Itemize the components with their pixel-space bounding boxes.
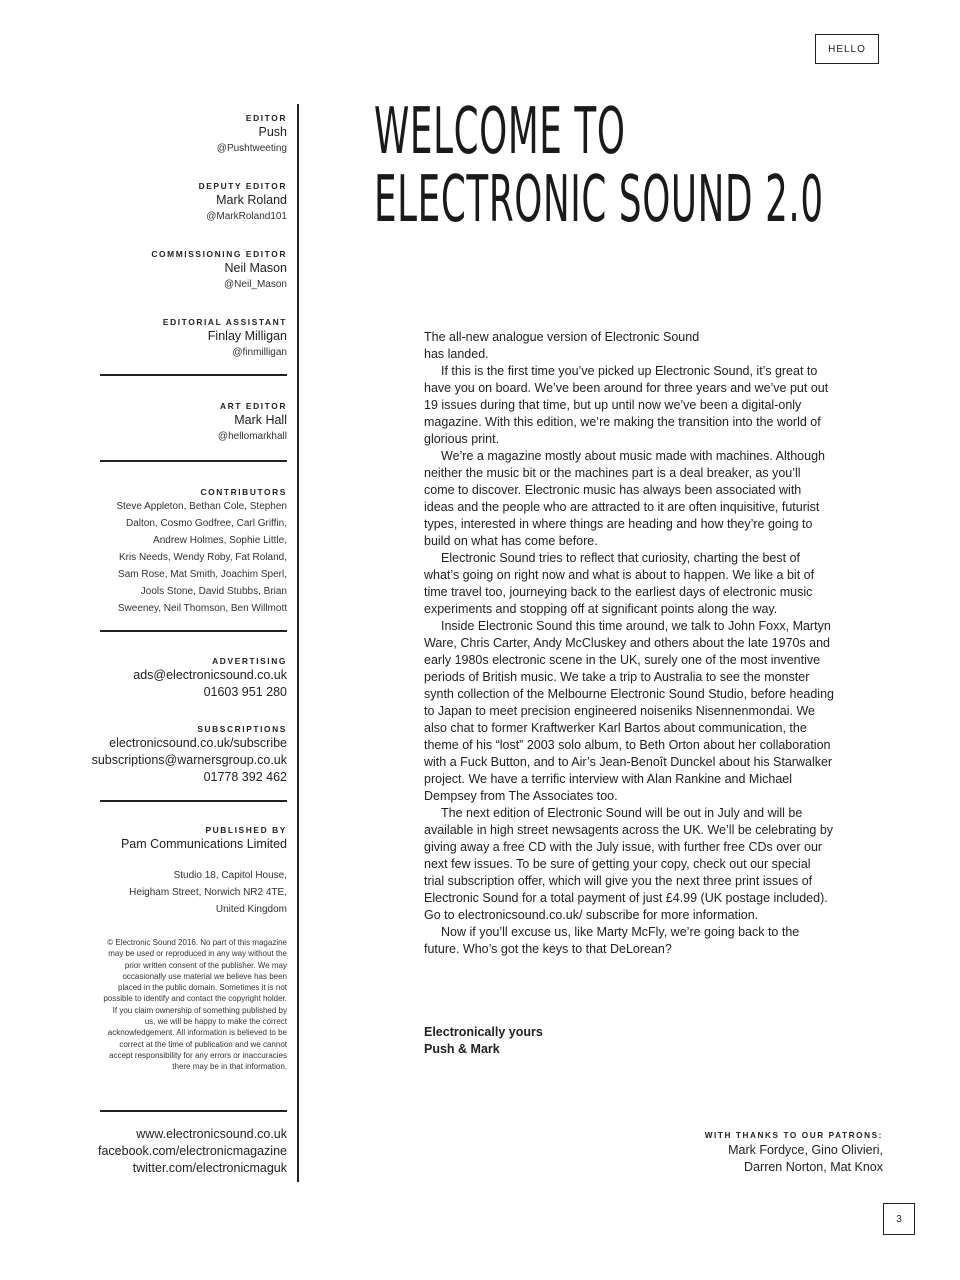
role-label: SUBSCRIPTIONS <box>197 724 287 734</box>
role-label: DEPUTY EDITOR <box>198 181 287 191</box>
facebook-link[interactable]: facebook.com/electronicmagazine <box>98 1144 287 1158</box>
masthead-editor <box>60 112 287 157</box>
role-label: PUBLISHED BY <box>205 825 287 835</box>
person-name: Neil Mason <box>224 261 287 275</box>
person-name: Mark Roland <box>216 193 287 207</box>
page-number: 3 <box>883 1203 915 1235</box>
patron-names: Mark Fordyce, Gino Olivieri, <box>728 1143 883 1157</box>
title-line: ELECTRONIC SOUND 2.0 <box>374 163 824 237</box>
twitter-handle: @MarkRoland101 <box>206 211 287 222</box>
paragraph: We’re a magazine mostly about music made with machines. Although neither the music bit or the machines part is a deal breaker, as you’ll come to discover. Electronic music has always been associated with ideas and the people who are attracted to it are often inquisitive, futurist types, interested in where things are heading and how they’re going to build on what has come before. <box>424 449 825 548</box>
twitter-handle: @Neil_Mason <box>224 279 287 290</box>
copyright-notice <box>60 937 287 1073</box>
contributor-line: Kris Needs, Wendy Roby, Fat Roland, <box>118 552 287 563</box>
divider <box>100 630 287 632</box>
section-tag: HELLO <box>815 34 879 64</box>
person-name: Finlay Milligan <box>207 329 287 343</box>
copyright-text: © Electronic Sound 2016. No part of this magazine may be used or reproduced in any way without the prior written consent of the publisher. We may occasionally use material we believe has been placed in the public domain. Sometimes it is not possible to identify and contact the copyright holder. If you claim ownership of something published by us, we will be happy to make the correct acknowledgement. All information is believed to be correct at the time of publication and we cannot accept responsibility for any errors or inaccuracies there may be in that information. <box>103 938 287 1072</box>
contributor-line: Sweeney, Neil Thomson, Ben Willmott <box>117 603 287 614</box>
role-label: EDITOR <box>245 113 287 123</box>
role-label: COMMISSIONING EDITOR <box>151 249 287 259</box>
web-links <box>60 1126 287 1177</box>
role-label: EDITORIAL ASSISTANT <box>162 317 287 327</box>
masthead-commissioning-editor <box>60 248 287 293</box>
contributor-line: Jools Stone, David Stubbs, Brian <box>140 586 287 597</box>
title-line: WELCOME TO <box>374 95 626 169</box>
role-label: ART EDITOR <box>219 401 287 411</box>
divider <box>100 1110 287 1112</box>
patrons-label: WITH THANKS TO OUR PATRONS: <box>704 1131 883 1140</box>
role-label: CONTRIBUTORS <box>200 487 287 497</box>
subscriptions-email[interactable]: subscriptions@warnersgroup.co.uk <box>91 753 287 767</box>
twitter-link[interactable]: twitter.com/electronicmaguk <box>132 1161 287 1175</box>
divider <box>100 460 287 462</box>
address-line: Studio 18, Capitol House, <box>173 870 287 881</box>
subscriptions-url[interactable]: electronicsound.co.uk/subscribe <box>109 736 287 750</box>
paragraph: If this is the first time you’ve picked up Electronic Sound, it’s great to have you on board. We’ve been around for three years and we’ve put out 19 issues during that time, but up until now we’ve been a digital-only magazine. With this edition, we’re making the transition into the world of glorious print. <box>424 364 829 446</box>
paragraph: The all-new analogue version of Electronic Sound has landed. <box>424 330 700 361</box>
address-line: Heigham Street, Norwich NR2 4TE, <box>129 887 287 898</box>
signoff <box>424 1024 543 1058</box>
column-divider <box>297 104 299 1182</box>
address-line: United Kingdom <box>215 904 287 915</box>
masthead-deputy-editor <box>60 180 287 225</box>
contributor-line: Andrew Holmes, Sophie Little, <box>153 535 287 546</box>
page-title <box>374 95 824 237</box>
paragraph: Inside Electronic Sound this time around, we talk to John Foxx, Martyn Ware, Chris Carter, Andy McCluskey and others about the late 1970s and early 1980s electronic scene in the UK, surely one of the most inventive periods of British music. We take a trip to Australia to see the monster synth collection of the Melbourne Electronic Sound Studio, before heading to Japan to meet precision engineered noiseniks Nisennenmondai. We also chat to former Kraftwerker Karl Bartos about communication, the theme of his “lost” 2003 solo album, to Beth Orton about her collaboration with a Fuck Button, and to Air’s Jean-Benoît Dunckel about his Starwalker project. We have a terrific interview with Alan Rankine and Michael Dempsey from The Associates too. <box>424 619 834 803</box>
role-label: ADVERTISING <box>212 656 287 666</box>
paragraph: Now if you’ll excuse us, like Marty McFly, we’re going back to the future. Who’s got the keys to that DeLorean? <box>424 925 800 956</box>
twitter-handle: @Pushtweeting <box>216 143 287 154</box>
signoff-line: Electronically yours <box>424 1025 543 1039</box>
subscriptions-phone: 01778 392 462 <box>203 770 287 784</box>
masthead-publisher <box>60 824 287 918</box>
patrons-credit <box>600 1130 883 1176</box>
contributor-line: Steve Appleton, Bethan Cole, Stephen <box>116 501 287 512</box>
masthead-editorial-assistant <box>60 316 287 361</box>
advertising-phone: 01603 951 280 <box>203 685 287 699</box>
signoff-line: Push & Mark <box>424 1042 500 1056</box>
twitter-handle: @hellomarkhall <box>217 431 287 442</box>
website-link[interactable]: www.electronicsound.co.uk <box>136 1127 287 1141</box>
masthead-art-editor <box>60 400 287 445</box>
contributor-line: Sam Rose, Mat Smith, Joachim Sperl, <box>118 569 287 580</box>
advertising-email[interactable]: ads@electronicsound.co.uk <box>133 668 287 682</box>
person-name: Mark Hall <box>234 413 287 427</box>
article-body <box>424 329 834 958</box>
masthead-advertising <box>60 655 287 701</box>
divider <box>100 374 287 376</box>
contributor-line: Dalton, Cosmo Godfree, Carl Griffin, <box>126 518 287 529</box>
masthead-contributors <box>60 486 287 617</box>
divider <box>100 800 287 802</box>
twitter-handle: @finmilligan <box>232 347 287 358</box>
publisher-name: Pam Communications Limited <box>120 837 287 851</box>
masthead-subscriptions <box>60 723 287 786</box>
patron-names: Darren Norton, Mat Knox <box>744 1160 883 1174</box>
person-name: Push <box>258 125 287 139</box>
paragraph: Electronic Sound tries to reflect that curiosity, charting the best of what’s going on right now and what is about to happen. We like a bit of time travel too, journeying back to the earliest days of electronic music experiments and stopping off at significant points along the way. <box>424 551 815 616</box>
paragraph: The next edition of Electronic Sound will be out in July and will be available in high street newsagents across the UK. We’ll be celebrating by giving away a free CD with the July issue, with further free CDs over our next few issues. To be sure of getting your copy, check out our special trial subscription offer, which will give you the next three print issues of Electronic Sound for a total payment of just £4.99 (UK postage included). Go to electronicsound.co.uk/ subscribe for more information. <box>424 806 834 922</box>
